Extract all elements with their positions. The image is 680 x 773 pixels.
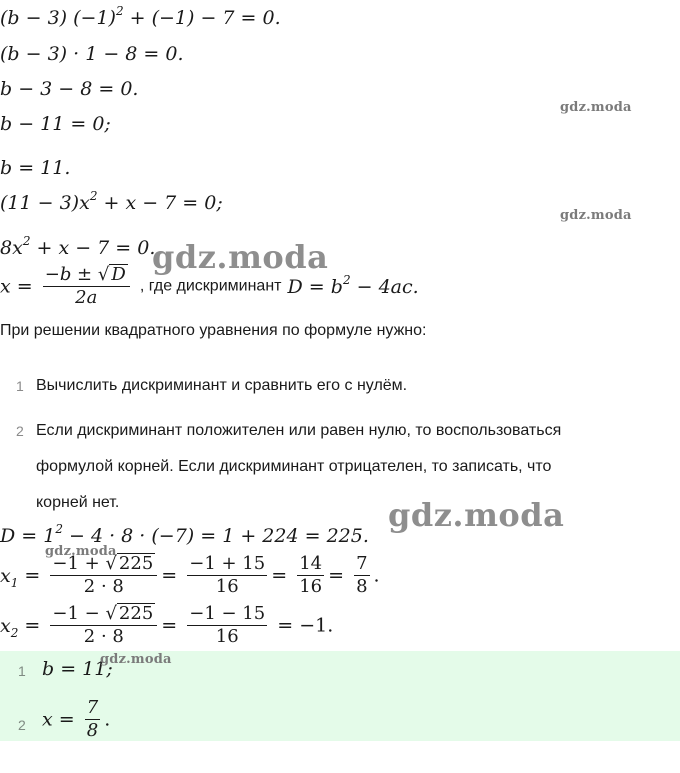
equation-line-4: b − 11 = 0; (0, 113, 111, 135)
discriminant-line: $D = 1^2 - 4 \cdot 8 \cdot (-7) = 1 + 224 = 225$. (0, 522, 369, 547)
x1-fraction-4: $\frac{7}{8}$ (356, 553, 368, 597)
watermark: gdz.moda (388, 496, 565, 534)
x2-fraction-1: $\frac{-1 - √ 225}{2 \cdot 8}$ (50, 603, 157, 648)
watermark: gdz.moda (100, 652, 172, 667)
answer-fraction: $\frac{7}{8}$ (86, 697, 99, 741)
x1-fraction-3: $\frac{14}{16}$ (299, 553, 323, 597)
watermark: gdz.moda (560, 100, 632, 115)
formula-fraction: $\frac{-b \pm √ D}{2a}$ (43, 264, 130, 309)
watermark: gdz.moda (560, 208, 632, 223)
watermark: gdz.moda (152, 238, 329, 276)
intro-text: При решении квадратного уравнения по формуле нужно: (0, 322, 427, 339)
quadratic-formula: x = $\frac{-b \pm √ D}{2a}$ , где дискриминант $D = b^2 - 4ac$. (0, 264, 419, 308)
x1-fraction-1: $\frac{-1 + √ 225}{2 \cdot 8}$ (50, 553, 157, 598)
watermark: gdz.moda (45, 544, 117, 559)
x1-fraction-2: $\frac{-1 + 15}{16}$ (189, 553, 266, 597)
root-x2-line: $x_2$ = $\frac{-1 - √ 225}{2 \cdot 8}$ = $\frac{-1 - 15}{16}$ = −1. (0, 603, 334, 647)
equation-line-5: b = 11. (0, 157, 71, 179)
equation-line-2: (b − 3) · 1 − 8 = 0. (0, 43, 184, 65)
equation-line-3: b − 3 − 8 = 0. (0, 78, 139, 100)
equation-line-7: $8x^2 + x - 7 = 0$. (0, 234, 156, 259)
x2-fraction-2: $\frac{-1 - 15}{16}$ (189, 603, 266, 647)
answer-block: 1 b = 11; 2 x = $\frac{7}{8}$ . (0, 651, 680, 741)
equation-line-1: (b − 3) $(-1)^2 + (-1) - 7 = 0$. (0, 4, 281, 29)
equation-line-6: $(11 - 3)x^2 + x - 7 = 0$; (0, 189, 223, 214)
root-x1-line: $x_1$ = $\frac{-1 + √ 225}{2 \cdot 8}$ = $\frac{-1 + 15}{16}$ = $\frac{14}{16}$ = $\frac{7}{8}$ . (0, 553, 380, 597)
